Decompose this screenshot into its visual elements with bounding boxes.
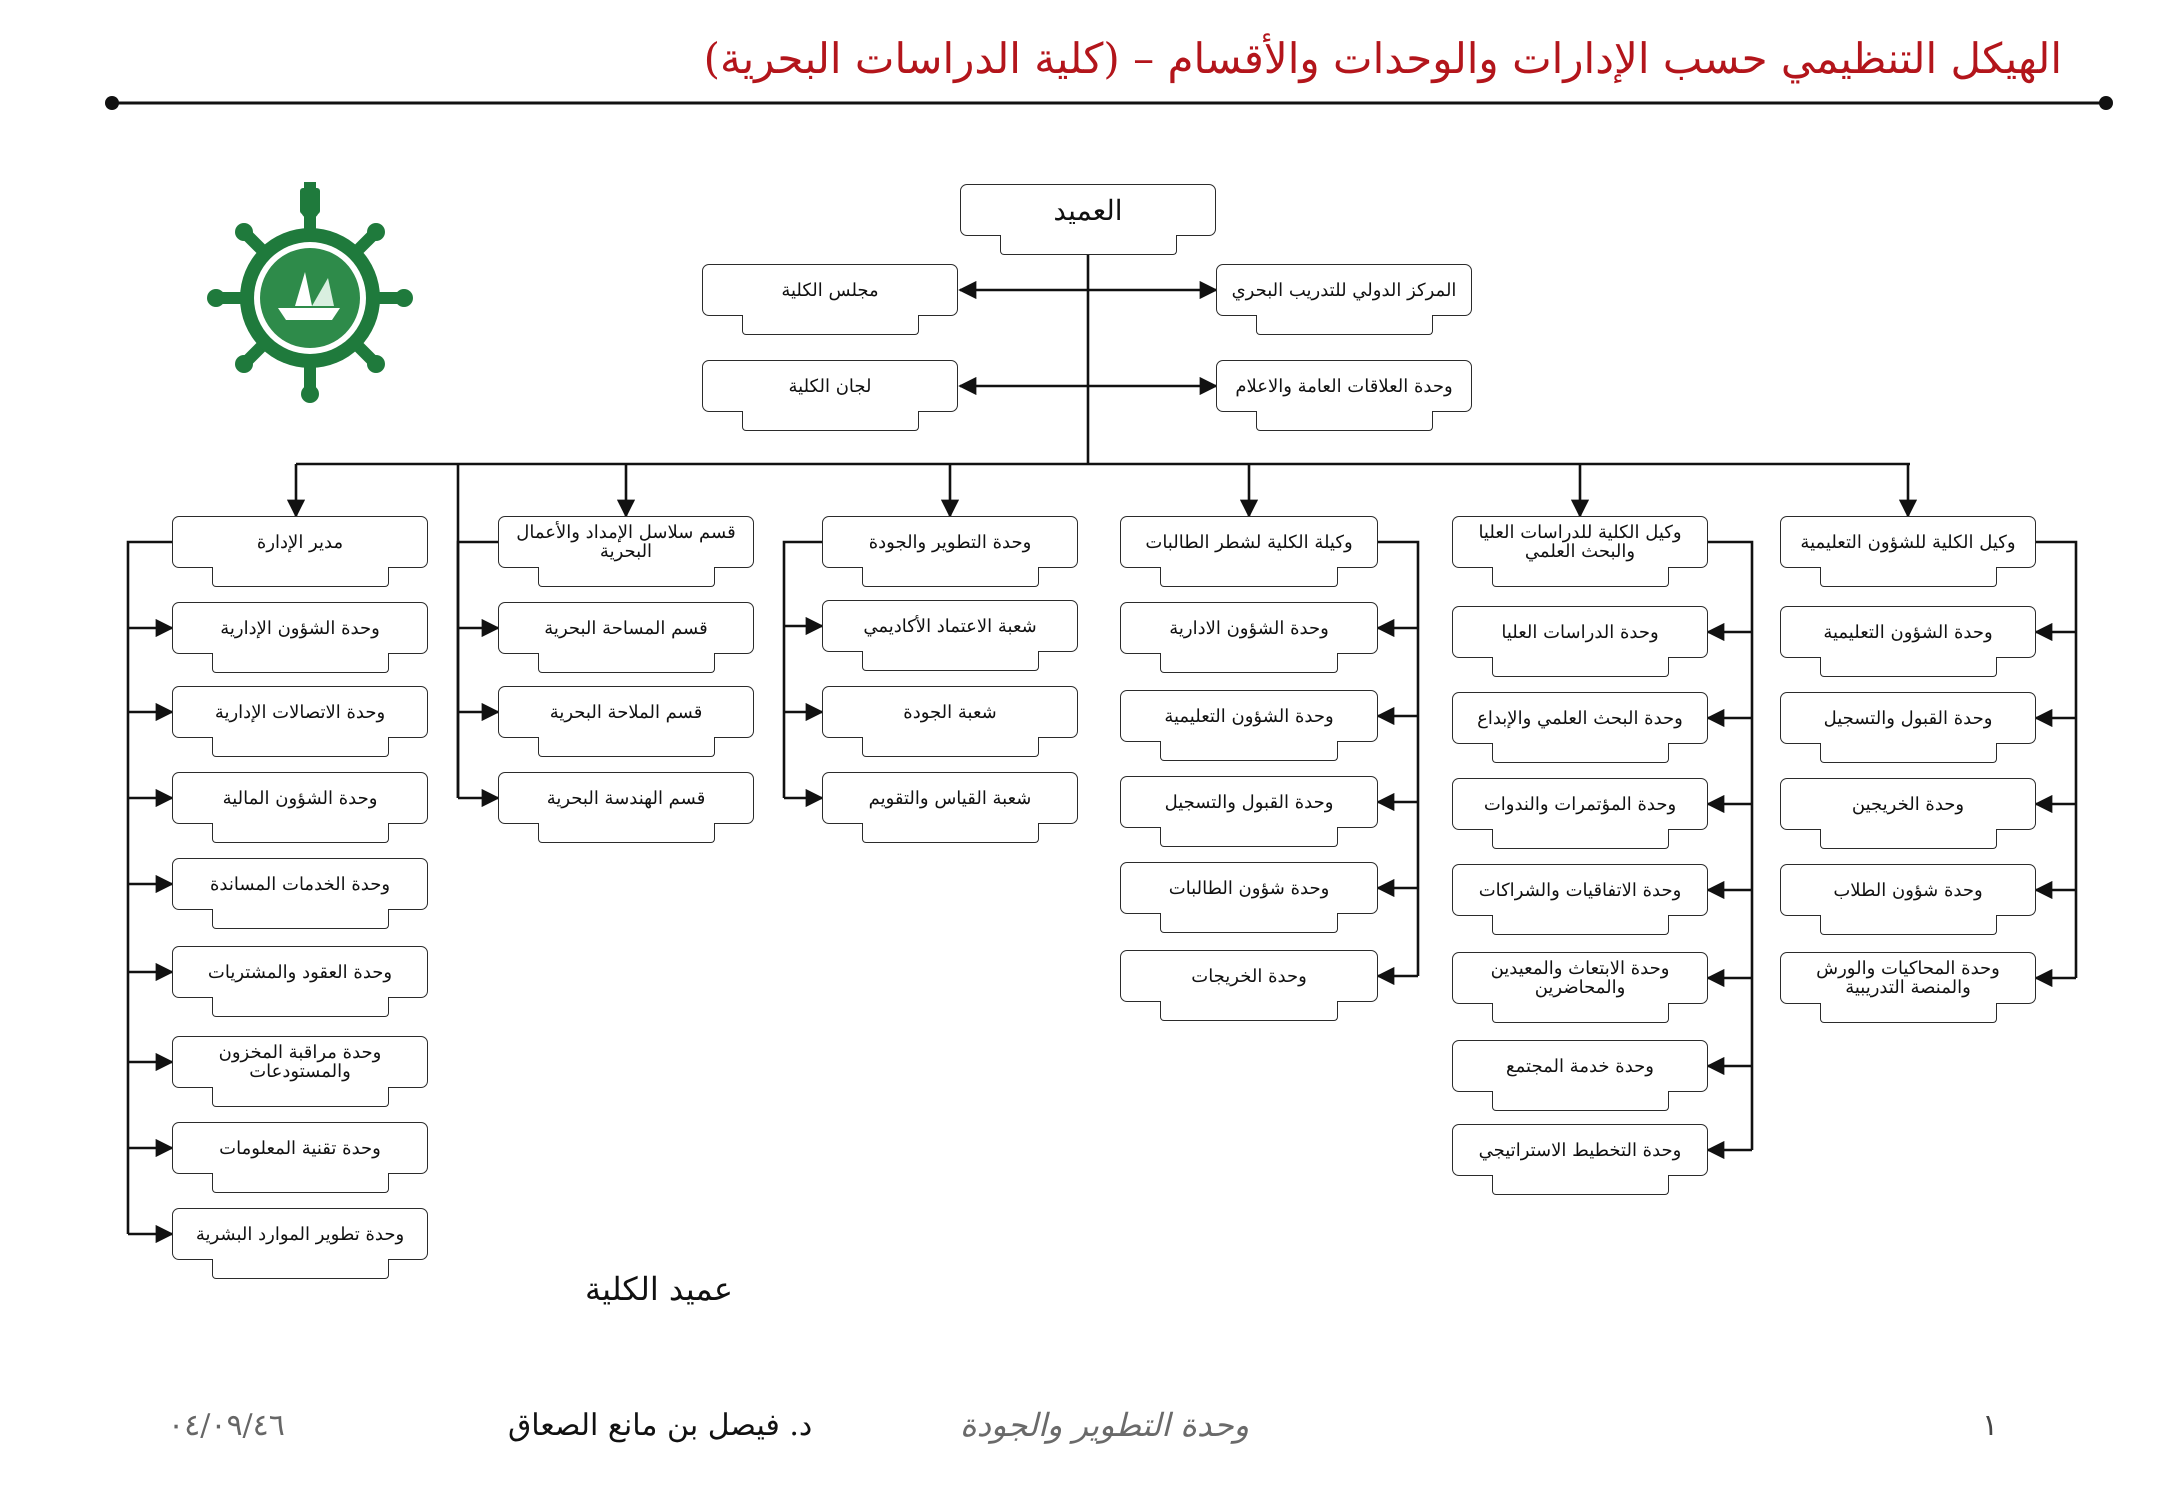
- college-committees-box: لجان الكلية: [702, 360, 958, 412]
- vice-dean-graduate-research-item-tab: [1492, 1175, 1669, 1195]
- supply-chain-department-item: قسم المساحة البحرية: [498, 602, 754, 654]
- administration-director-item: وحدة الشؤون الإدارية: [172, 602, 428, 654]
- vice-dean-education-head: وكيل الكلية للشؤون التعليمية: [1780, 516, 2036, 568]
- vice-dean-education-item-tab: [1820, 1003, 1997, 1023]
- administration-director-item: وحدة تطوير الموارد البشرية: [172, 1208, 428, 1260]
- vice-dean-graduate-research-item-tab: [1492, 743, 1669, 763]
- administration-director-item: وحدة الشؤون المالية: [172, 772, 428, 824]
- dean-box: العميد: [960, 184, 1216, 236]
- page-title: الهيكل التنظيمي حسب الإدارات والوحدات والأقسام – (كلية الدراسات البحرية): [703, 34, 2062, 83]
- vice-dean-education-item: وحدة الشؤون التعليمية: [1780, 606, 2036, 658]
- vice-dean-female-section-item-tab: [1160, 1001, 1338, 1021]
- supply-chain-department-item-tab: [538, 737, 715, 757]
- vice-dean-female-section-item: وحدة القبول والتسجيل: [1120, 776, 1378, 828]
- vice-dean-female-section-item-tab: [1160, 827, 1338, 847]
- supply-chain-department-item: قسم الملاحة البحرية: [498, 686, 754, 738]
- vice-dean-graduate-research-item-tab: [1492, 829, 1669, 849]
- public-relations-unit-box: وحدة العلاقات العامة والاعلام: [1216, 360, 1472, 412]
- college-council-box-tab: [742, 315, 919, 335]
- administration-director-item-tab: [212, 997, 389, 1017]
- page-number: ١: [1982, 1408, 1999, 1443]
- supply-chain-department-item-tab: [538, 653, 715, 673]
- vice-dean-female-section-head-tab: [1160, 567, 1338, 587]
- vice-dean-female-section-item-tab: [1160, 741, 1338, 761]
- vice-dean-female-section-item-tab: [1160, 653, 1338, 673]
- vice-dean-graduate-research-item: وحدة الدراسات العليا: [1452, 606, 1708, 658]
- vice-dean-female-section-item: وحدة الشؤون التعليمية: [1120, 690, 1378, 742]
- development-quality-unit-head: وحدة التطوير والجودة: [822, 516, 1078, 568]
- vice-dean-female-section-item-tab: [1160, 913, 1338, 933]
- development-quality-unit-item: شعبة الجودة: [822, 686, 1078, 738]
- vice-dean-education-item-tab: [1820, 657, 1997, 677]
- signature-name: د. فيصل بن مانع الصعاق: [508, 1408, 813, 1443]
- administration-director-item-tab: [212, 737, 389, 757]
- vice-dean-female-section-item: وحدة الخريجات: [1120, 950, 1378, 1002]
- vice-dean-graduate-research-head-tab: [1492, 567, 1669, 587]
- vice-dean-graduate-research-item: وحدة المؤتمرات والندوات: [1452, 778, 1708, 830]
- vice-dean-graduate-research-item-tab: [1492, 1091, 1669, 1111]
- vice-dean-graduate-research-item-tab: [1492, 657, 1669, 677]
- quality-unit-label: وحدة التطوير والجودة: [960, 1406, 1250, 1444]
- vice-dean-graduate-research-item: وحدة الابتعاث والمعيدين والمحاضرين: [1452, 952, 1708, 1004]
- vice-dean-graduate-research-item: وحدة التخطيط الاستراتيجي: [1452, 1124, 1708, 1176]
- vice-dean-education-item-tab: [1820, 829, 1997, 849]
- development-quality-unit-item-tab: [862, 737, 1039, 757]
- vice-dean-education-item: وحدة القبول والتسجيل: [1780, 692, 2036, 744]
- administration-director-item-tab: [212, 823, 389, 843]
- development-quality-unit-item: شعبة الاعتماد الأكاديمي: [822, 600, 1078, 652]
- vice-dean-education-head-tab: [1820, 567, 1997, 587]
- administration-director-item-tab: [212, 1087, 389, 1107]
- document-date: ٠٤/٠٩/٤٦: [168, 1408, 285, 1443]
- dean-box-tab: [1000, 235, 1177, 255]
- vice-dean-education-item-tab: [1820, 743, 1997, 763]
- vice-dean-graduate-research-item: وحدة الاتفاقيات والشراكات: [1452, 864, 1708, 916]
- vice-dean-education-item-tab: [1820, 915, 1997, 935]
- maritime-training-center-box-tab: [1256, 315, 1433, 335]
- development-quality-unit-item-tab: [862, 823, 1039, 843]
- administration-director-head: مدير الإدارة: [172, 516, 428, 568]
- administration-director-item-tab: [212, 653, 389, 673]
- vice-dean-graduate-research-head: وكيل الكلية للدراسات العليا والبحث العلمي: [1452, 516, 1708, 568]
- development-quality-unit-item-tab: [862, 651, 1039, 671]
- vice-dean-graduate-research-item: وحدة البحث العلمي والإبداع: [1452, 692, 1708, 744]
- administration-director-item: وحدة الاتصالات الإدارية: [172, 686, 428, 738]
- vice-dean-graduate-research-item-tab: [1492, 1003, 1669, 1023]
- vice-dean-graduate-research-item: وحدة خدمة المجتمع: [1452, 1040, 1708, 1092]
- vice-dean-female-section-item: وحدة شؤون الطالبات: [1120, 862, 1378, 914]
- maritime-training-center-box: المركز الدولي للتدريب البحري: [1216, 264, 1472, 316]
- administration-director-item-tab: [212, 909, 389, 929]
- administration-director-item: وحدة مراقبة المخزون والمستودعات: [172, 1036, 428, 1088]
- supply-chain-department-item: قسم الهندسة البحرية: [498, 772, 754, 824]
- administration-director-head-tab: [212, 567, 389, 587]
- supply-chain-department-head: قسم سلاسل الإمداد والأعمال البحرية: [498, 516, 754, 568]
- faculty-logo-icon: [200, 180, 420, 410]
- college-committees-box-tab: [742, 411, 919, 431]
- public-relations-unit-box-tab: [1256, 411, 1433, 431]
- vice-dean-education-item: وحدة الخريجين: [1780, 778, 2036, 830]
- vice-dean-graduate-research-item-tab: [1492, 915, 1669, 935]
- signature-title: عميد الكلية: [585, 1270, 733, 1308]
- supply-chain-department-item-tab: [538, 823, 715, 843]
- administration-director-item-tab: [212, 1259, 389, 1279]
- administration-director-item-tab: [212, 1173, 389, 1193]
- administration-director-item: وحدة تقنية المعلومات: [172, 1122, 428, 1174]
- development-quality-unit-head-tab: [862, 567, 1039, 587]
- vice-dean-female-section-item: وحدة الشؤون الادارية: [1120, 602, 1378, 654]
- vice-dean-education-item: وحدة المحاكيات والورش والمنصة التدريبية: [1780, 952, 2036, 1004]
- development-quality-unit-item: شعبة القياس والتقويم: [822, 772, 1078, 824]
- administration-director-item: وحدة الخدمات المساندة: [172, 858, 428, 910]
- administration-director-item: وحدة العقود والمشتريات: [172, 946, 428, 998]
- vice-dean-female-section-head: وكيلة الكلية لشطر الطالبات: [1120, 516, 1378, 568]
- college-council-box: مجلس الكلية: [702, 264, 958, 316]
- supply-chain-department-head-tab: [538, 567, 715, 587]
- vice-dean-education-item: وحدة شؤون الطلاب: [1780, 864, 2036, 916]
